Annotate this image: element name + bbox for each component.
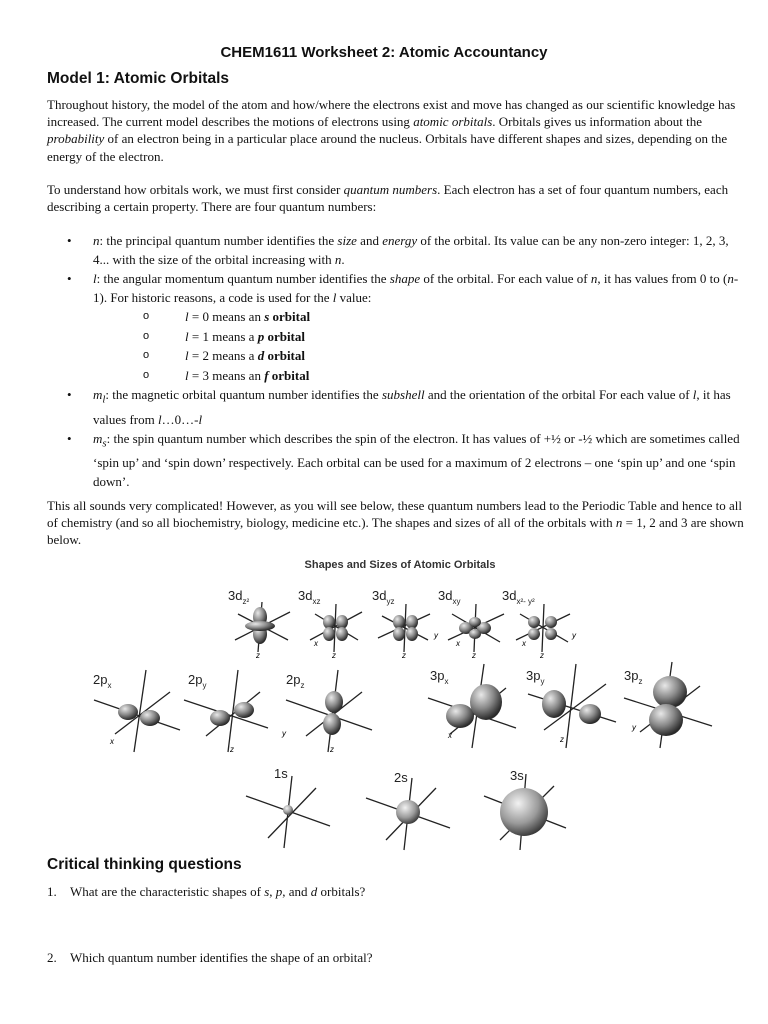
svg-text:3dxz: $3d_{xz}$	[298, 588, 321, 606]
svg-text:z: z	[332, 651, 336, 660]
svg-text:z: z	[472, 651, 476, 660]
orbital-1s	[246, 766, 330, 848]
worksheet-title: CHEM1611 Worksheet 2: Atomic Accountancy	[220, 44, 548, 61]
bullet-spin: • $m_s$: the spin quantum number which describes the spin of the electron. It has values of +½ or -½ which are sometimes called ‘spin up’ and ‘spin down’ respectively. Each orbital can be used for a maximum of 2 electrons – one ‘spin up’ and one ‘spin down’.	[67, 430, 740, 490]
svg-text:3s: 3s	[510, 768, 524, 783]
quantum-intro-paragraph: To understand how orbitals work, we must first consider quantum numbers. Each electron has a set of four quantum numbers, each describing a certain property. There are four quantum numbers:	[47, 182, 729, 215]
svg-text:2s: 2s	[394, 770, 408, 785]
orbital-3dz2	[228, 588, 290, 660]
bullet-angular: • l: the angular momentum quantum number identifies the shape of the orbital. For each value of n, it has values from 0 to (n-1). For historic reasons, a code is used for the l value:	[67, 271, 739, 305]
intro-paragraph: Throughout history, the model of the atom and how/where the electrons exist and move has changed as our scientific knowledge has increased. The current model describes the motions of electrons using atomic orbitals. Orbitals gives us information about the probability of an electron being in a particular place around the nucleus. Orbitals have different shapes and sizes, depending on the energy of the electron.	[47, 97, 736, 164]
l-code-f: o l = 3 means an f orbital	[143, 367, 310, 383]
svg-text:x: x	[448, 731, 452, 740]
bullet-magnetic: • $m_l$: the magnetic orbital quantum number identifies the subshell and the orientation of the orbital For each value of l, it has values from l…0…-l	[67, 387, 731, 427]
orbital-3pz	[624, 662, 712, 748]
svg-text:3dxy: $3d_{xy}$	[438, 588, 461, 606]
svg-text:3dz²: $3d_{z^2}$	[228, 588, 250, 606]
question-1: 1. What are the characteristic shapes of s, p, and d orbitals?	[47, 884, 366, 899]
svg-text:z: z	[540, 651, 544, 660]
l-code-d: o l = 2 means a d orbital	[143, 348, 305, 363]
svg-text:y: y	[632, 723, 636, 732]
svg-text:3dyz: $3d_{yz}$	[372, 588, 395, 606]
svg-text:x: x	[456, 639, 460, 648]
model-heading: Model 1: Atomic Orbitals	[47, 70, 230, 87]
orbital-3dxz	[298, 588, 362, 660]
bullet-principal: • n: the principal quantum number identifies the size and energy of the orbital. Its value can be any non-zero integer: 1, 2, 3, 4... with the size of the orbital increasing with n.	[67, 233, 729, 267]
orbital-3py	[526, 664, 616, 748]
svg-text:z: z	[330, 745, 334, 754]
orbital-2px	[93, 670, 180, 752]
orbital-2s	[366, 770, 450, 850]
orbital-2pz	[281, 670, 372, 754]
orbital-shapes-figure	[60, 552, 740, 852]
orbital-3s	[484, 768, 566, 850]
critical-thinking-heading: Critical thinking questions	[47, 856, 242, 873]
question-2: 2. Which quantum number identifies the shape of an orbital?	[47, 950, 373, 965]
svg-text:3px: $3p_x$	[430, 668, 449, 686]
orbital-3dxy	[438, 588, 504, 660]
svg-text:y: y	[282, 729, 286, 738]
svg-text:2px: $2p_x$	[93, 672, 112, 690]
conclusion-paragraph: This all sounds very complicated! However, as you will see below, these quantum numbers lead to the Periodic Table and hence to all of chemistry (and so all biochemistry, biology, medicine etc.). The shapes and sizes of all of the orbitals with n = 1, 2 and 3 are shown below.	[47, 498, 744, 548]
svg-text:y: y	[572, 631, 576, 640]
svg-text:z: z	[560, 735, 564, 744]
quantum-number-list	[47, 231, 747, 491]
svg-text:z: z	[230, 745, 234, 754]
svg-text:z: z	[402, 651, 406, 660]
l-code-p: o l = 1 means a p orbital	[143, 328, 305, 344]
svg-text:3dx²- y²: $3d_{x^2- y^2}$	[502, 588, 535, 606]
figure-title: Shapes and Sizes of Atomic Orbitals	[304, 559, 496, 571]
svg-text:z: z	[256, 651, 260, 660]
orbital-3dx2y2	[502, 588, 577, 660]
orbital-2py	[184, 670, 268, 754]
svg-text:x: x	[314, 639, 318, 648]
svg-text:3py: $3p_y$	[526, 668, 545, 686]
orbital-3dyz	[372, 588, 430, 660]
svg-text:x: x	[522, 639, 526, 648]
svg-text:2py: $2p_y$	[188, 672, 207, 690]
svg-text:y: y	[434, 631, 438, 640]
svg-text:3pz: $3p_z$	[624, 668, 643, 686]
svg-text:x: x	[110, 737, 114, 746]
l-code-s: o l = 0 means an s orbital	[143, 309, 311, 324]
svg-text:2pz: $2p_z$	[286, 672, 305, 690]
svg-text:1s: 1s	[274, 766, 288, 781]
orbital-3px	[428, 664, 516, 748]
